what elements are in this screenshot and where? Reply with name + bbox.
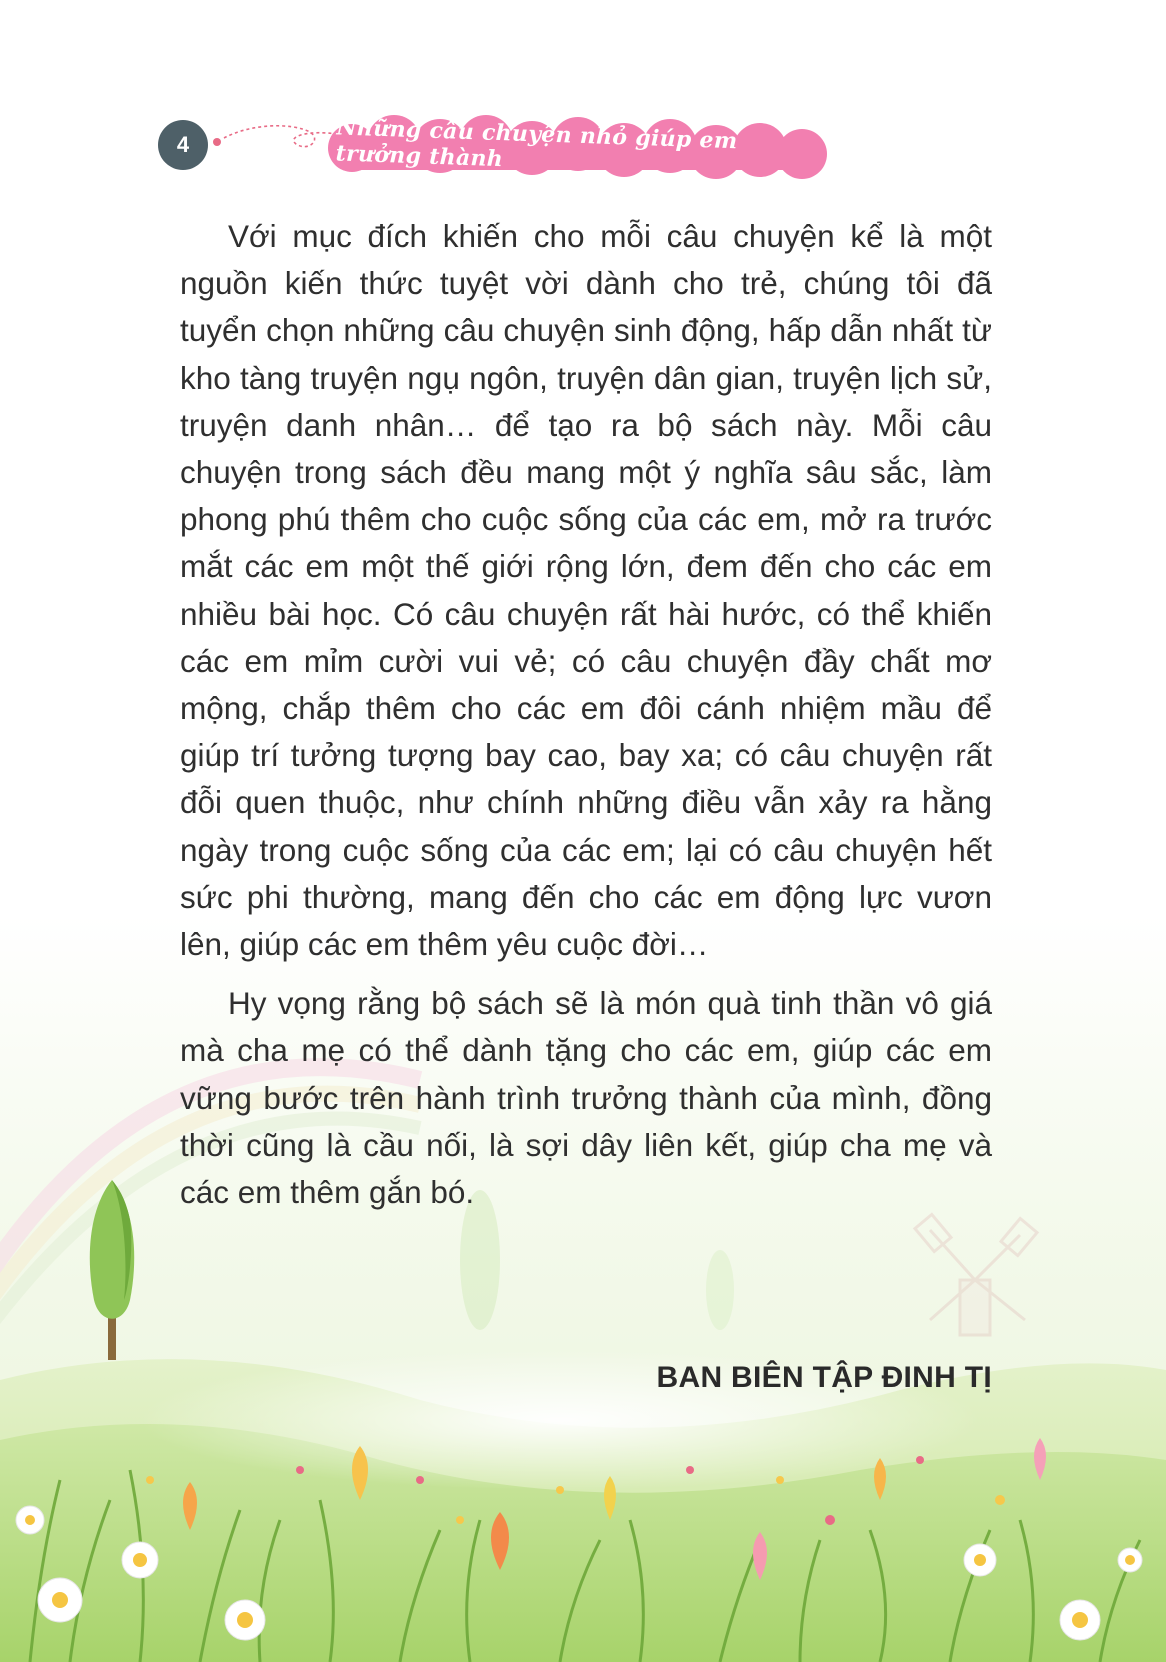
preface-text bbox=[180, 213, 992, 1216]
paragraph: Hy vọng rằng bộ sách sẽ là món quà tinh thần vô giá mà cha mẹ có thể dành tặng cho các em, giúp các em vững bước trên hành trình trưởng thành của mình, đồng thời cũng là cầu nối, là sợi dây liên kết, giúp cha mẹ và các em thêm gắn bó. bbox=[180, 985, 992, 1211]
paragraph: Với mục đích khiến cho mỗi câu chuyện kể là một nguồn kiến thức tuyệt vời dành cho trẻ, chúng tôi đã tuyển chọn những câu chuyện sinh động, hấp dẫn nhất từ kho tàng truyện ngụ ngôn, truyện dân gian, truyện lịch sử, truyện danh nhân… để tạo ra bộ sách này. Mỗi câu chuyện trong sách đều mang một ý nghĩa sâu sắc, làm phong phú thêm cho cuộc sống của các em, mở ra trước mắt các em một thế giới rộng lớn, đem đến cho các em nhiều bài học. Có câu chuyện rất hài hước, có thể khiến các em mỉm cười vui vẻ; có câu chuyện đầy chất mơ mộng, chắp thêm cho các em đôi cánh nhiệm mầu để giúp trí tưởng tượng bay cao, bay xa; có câu chuyện rất đỗi quen thuộc, như chính những điều vẫn xảy ra hằng ngày trong cuộc sống của các em; lại có câu chuyện hết sức phi thường, mang đến cho các em động lực vươn lên, giúp các em thêm yêu cuộc đời… bbox=[180, 218, 992, 963]
page-number: 4 bbox=[158, 120, 208, 170]
editorial-signature: BAN BIÊN TẬP ĐINH TỊ bbox=[656, 1361, 992, 1394]
dotted-swirl-decoration bbox=[210, 118, 340, 168]
book-series-title: Những câu chuyện nhỏ giúp em trưởng thành bbox=[335, 114, 738, 173]
